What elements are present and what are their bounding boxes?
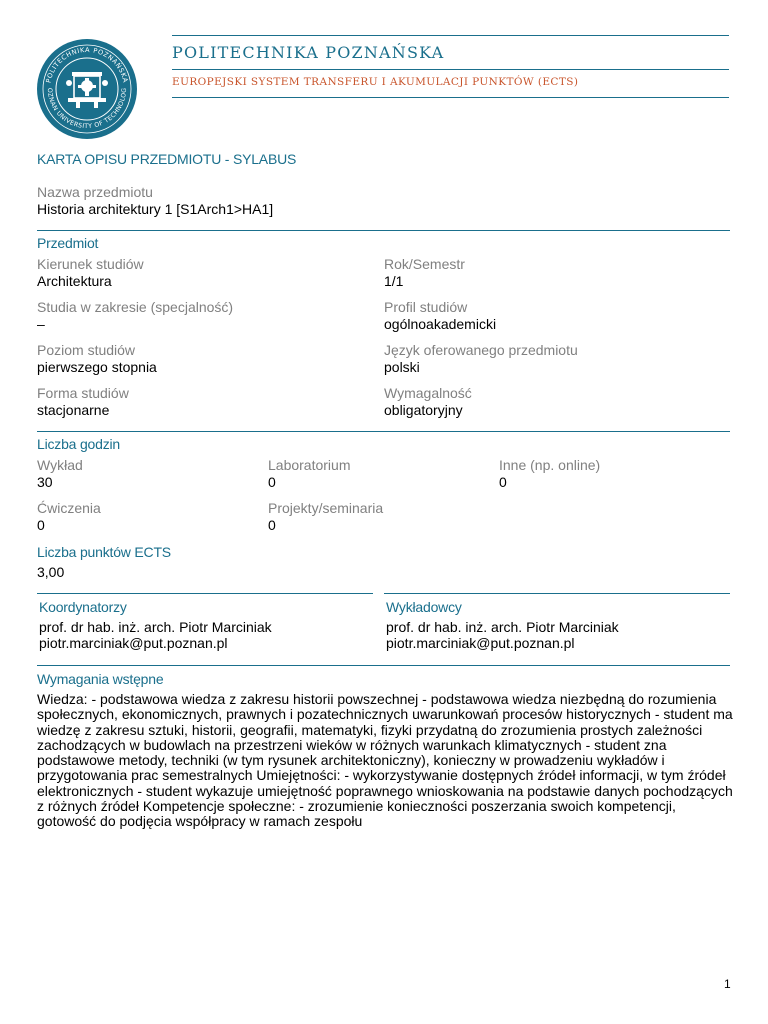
field-label-inne: Inne (np. online): [499, 457, 601, 473]
field-label-laboratorium: Laboratorium: [268, 457, 351, 473]
section-rule: [37, 230, 730, 231]
section-rule: [37, 431, 730, 432]
field-value-kierunek: Architektura: [37, 273, 112, 289]
field-label-wymagalnosc: Wymagalność: [384, 385, 472, 401]
field-label-poziom: Poziom studiów: [37, 342, 136, 358]
document-title: KARTA OPISU PRZEDMIOTU - SYLABUS: [37, 151, 297, 167]
lecturer-name: prof. dr hab. inż. arch. Piotr Marciniak: [386, 619, 619, 635]
section-heading-wykladowcy: Wykładowcy: [386, 599, 462, 615]
prerequisites-text: Wiedza: - podstawowa wiedza z zakresu historii powszechnej - podstawowa wiedza niezbędną do rozumienia społecznych, ekonomicznych, prawnych i pozatechnicznych uwarunkowań procesów historycznych - student ma wiedzę z zakresu sztuki, historii, geografii, matematyki, fizyki przydatną do zrozumienia prostych zależności zachodzących w budowlach na przestrzeni wieków w różnych warunkach klimatycznych - student zna podstawowe metody, techniki (w tym rysunek architektoniczny), konieczny w prowadzeniu wykładów i przygotowania prac semestralnych Umiejętności: - wykorzystywanie dostępnych źródeł informacji, w tym źródeł elektronicznych - student wykazuje umiejętność poprawnego wnioskowania na podstawie danych pochodzących z różnych źródeł Kompetencje społeczne: - zrozumienie konieczności poszerzania swoich kompetencji, gotowość do podjęcia współpracy w ramach zespołu: [37, 691, 733, 830]
svg-text:POZNAN UNIVERSITY OF TECHNOLOG: OZNAN UNIVERSITY OF TECHNOLOG: [45, 87, 129, 131]
field-label-cwiczenia: Ćwiczenia: [37, 500, 101, 516]
section-rule: [384, 593, 730, 594]
coordinator-name: prof. dr hab. inż. arch. Piotr Marciniak: [39, 619, 272, 635]
page-number: 1: [724, 977, 731, 991]
section-heading-koordynatorzy: Koordynatorzy: [39, 599, 127, 615]
field-value-laboratorium: 0: [268, 474, 276, 490]
field-value-zakres: –: [37, 316, 45, 332]
university-name: POLITECHNIKA POZNAŃSKA: [172, 43, 445, 62]
svg-text:POLITECHNIKA POZNAŃSKA: POLITECHNIKA POZNAŃSKA: [44, 45, 130, 84]
field-value-cwiczenia: 0: [37, 517, 45, 533]
university-logo: [36, 38, 138, 140]
header-mid-rule: [172, 69, 729, 70]
field-label-rok: Rok/Semestr: [384, 256, 465, 272]
section-heading-wymagania: Wymagania wstępne: [37, 671, 164, 687]
section-rule: [37, 665, 730, 666]
section-heading-godziny: Liczba godzin: [37, 436, 121, 452]
field-value-inne: 0: [499, 474, 507, 490]
field-label-forma: Forma studiów: [37, 385, 129, 401]
subject-name: Historia architektury 1 [S1Arch1>HA1]: [37, 201, 274, 217]
header-top-rule: [172, 35, 729, 36]
field-label-zakres: Studia w zakresie (specjalność): [37, 299, 234, 315]
section-rule: [37, 593, 373, 594]
field-value-jezyk: polski: [384, 359, 420, 375]
header-bottom-rule: [172, 97, 729, 98]
field-value-ects: 3,00: [37, 564, 65, 580]
field-value-projekty: 0: [268, 517, 276, 533]
section-heading-przedmiot: Przedmiot: [37, 235, 99, 251]
ects-system-title: EUROPEJSKI SYSTEM TRANSFERU I AKUMULACJI PUNKTÓW (ECTS): [172, 76, 579, 88]
subject-name-label: Nazwa przedmiotu: [37, 184, 153, 200]
field-value-wyklad: 30: [37, 474, 53, 490]
field-value-poziom: pierwszego stopnia: [37, 359, 157, 375]
coordinator-email: piotr.marciniak@put.poznan.pl: [39, 635, 228, 651]
lecturer-email: piotr.marciniak@put.poznan.pl: [386, 635, 575, 651]
field-value-profil: ogólnoakademicki: [384, 316, 497, 332]
field-label-wyklad: Wykład: [37, 457, 83, 473]
field-value-wymagalnosc: obligatoryjny: [384, 402, 463, 418]
field-label-projekty: Projekty/seminaria: [268, 500, 384, 516]
field-value-forma: stacjonarne: [37, 402, 110, 418]
field-label-jezyk: Język oferowanego przedmiotu: [384, 342, 578, 358]
field-value-rok: 1/1: [384, 273, 404, 289]
section-heading-ects: Liczba punktów ECTS: [37, 544, 171, 560]
field-label-kierunek: Kierunek studiów: [37, 256, 144, 272]
field-label-profil: Profil studiów: [384, 299, 468, 315]
